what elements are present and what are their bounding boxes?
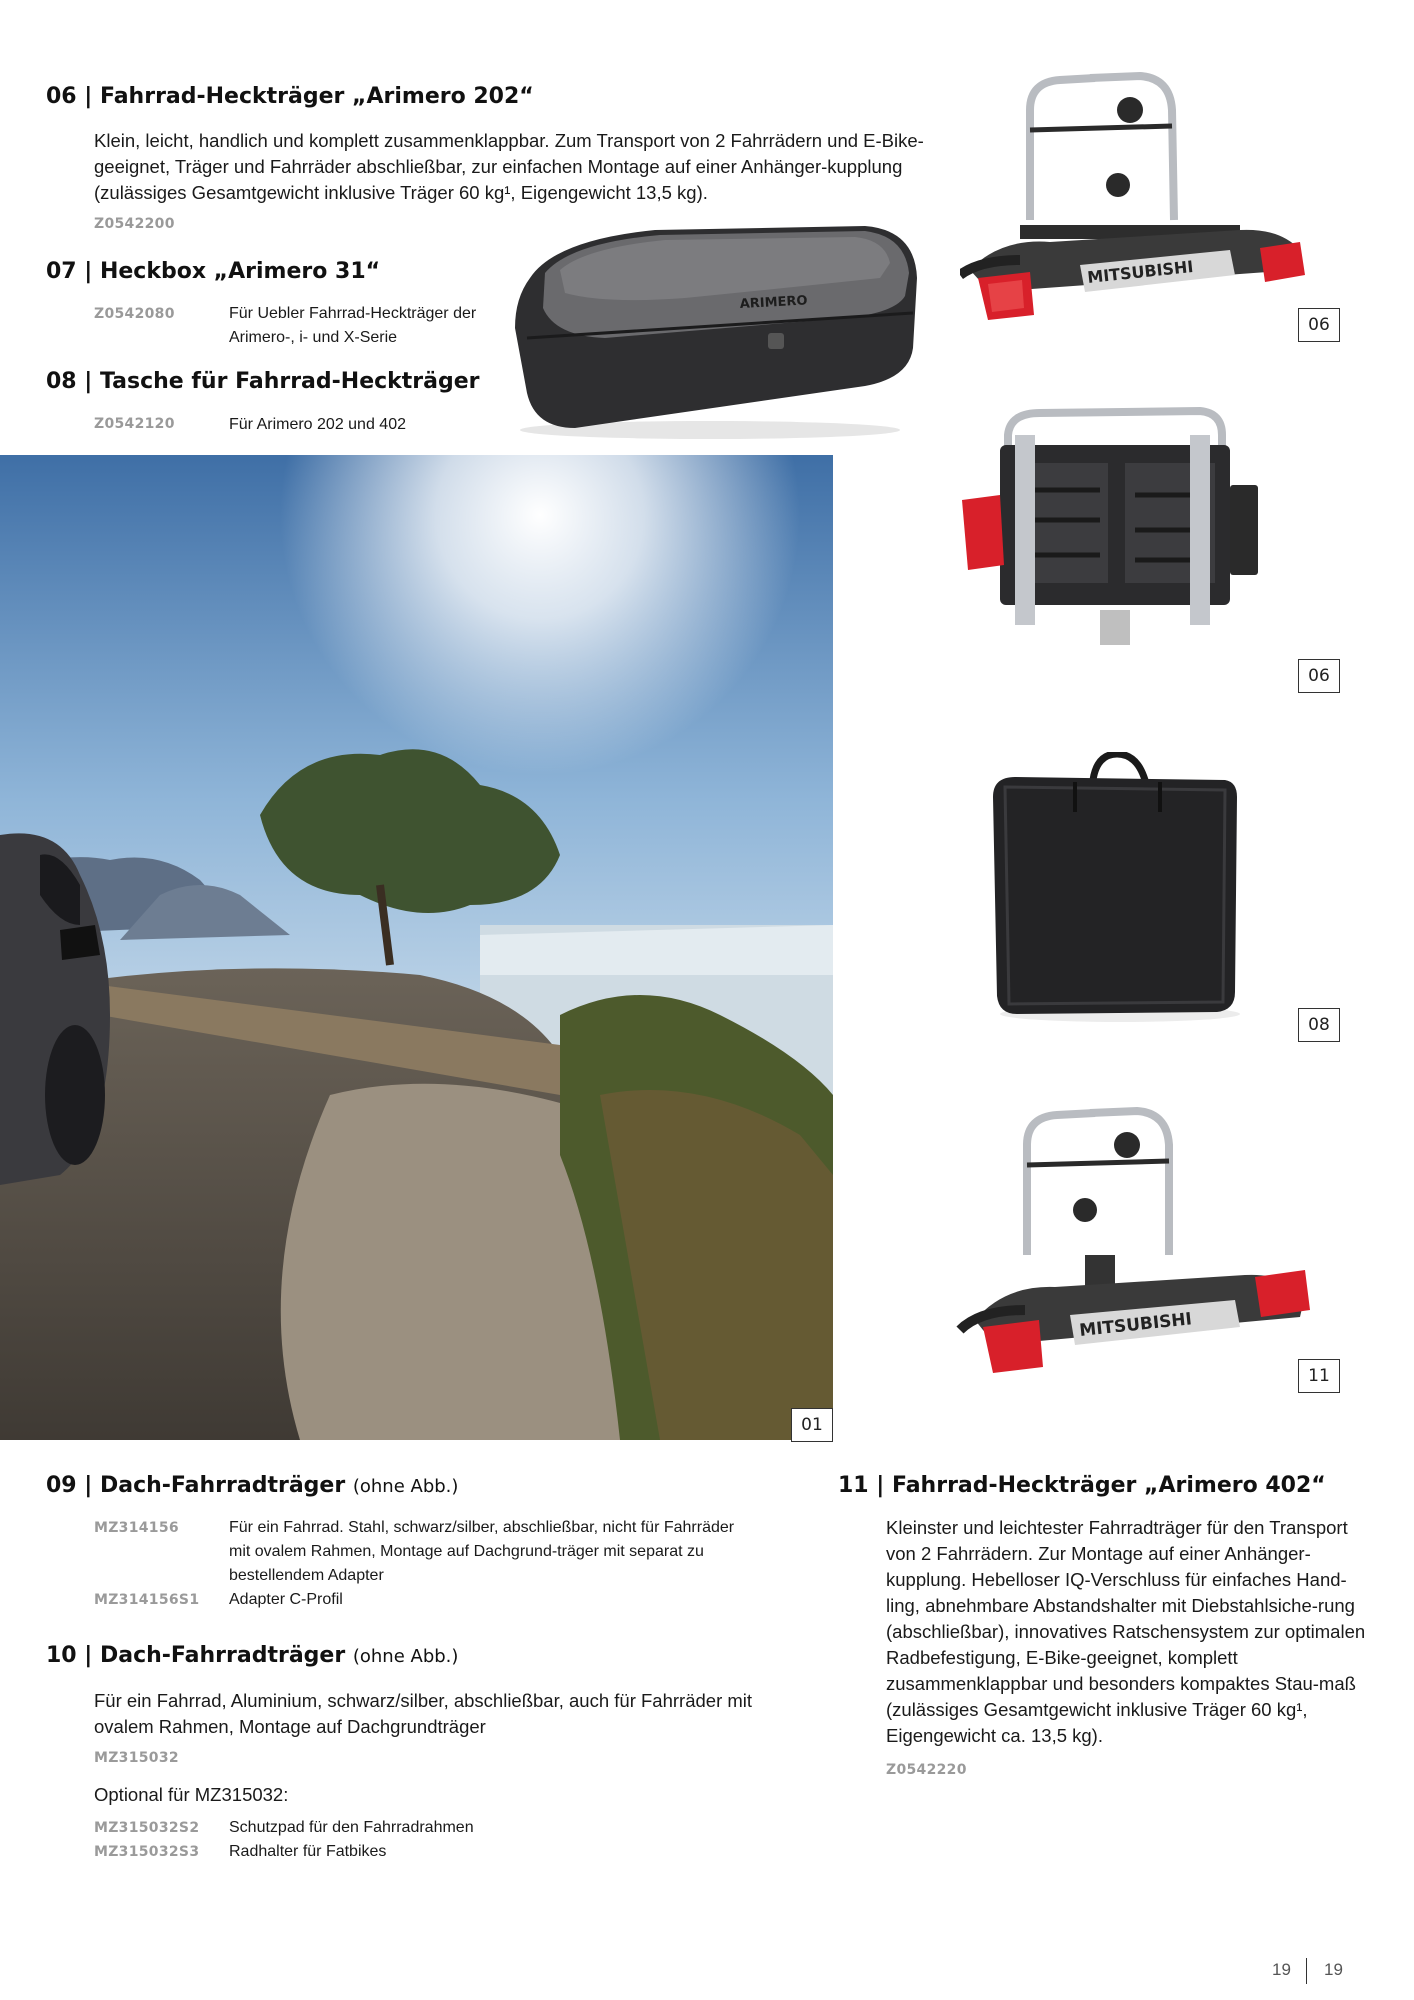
section-10-opt-desc-1: Schutzpad für den Fahrradrahmen <box>229 1819 474 1836</box>
carrier-402-image <box>955 1105 1330 1380</box>
carrier-402-brand: MITSUBISHI <box>1078 1309 1193 1341</box>
section-10-title: 10 | Dach-Fahrradträger (ohne Abb.) <box>46 1643 459 1668</box>
image-tag-11: 11 <box>1298 1359 1340 1393</box>
section-11-code: Z0542220 <box>886 1762 967 1778</box>
page-number-right: 19 <box>1324 1960 1343 1979</box>
section-10-opt-desc-2: Radhalter für Fatbikes <box>229 1843 387 1860</box>
section-08-title: 08 | Tasche für Fahrrad-Heckträger <box>46 369 480 394</box>
landscape-photo <box>0 455 833 1440</box>
section-10-code: MZ315032 <box>94 1750 179 1766</box>
section-10-optional-label: Optional für MZ315032: <box>94 1784 289 1805</box>
heckbox-image <box>485 218 925 443</box>
section-08-desc: Für Arimero 202 und 402 <box>229 416 406 433</box>
section-09-code-1: MZ314156 <box>94 1520 179 1536</box>
section-11-title: 11 | Fahrrad-Heckträger „Arimero 402“ <box>838 1473 1326 1498</box>
carrier-folded-image <box>960 405 1280 650</box>
section-06-body: Klein, leicht, handlich und komplett zusammenklappbar. Zum Transport von 2 Fahrrädern und E-Bike-geeignet, Träger und Fahrräder abschließbar, zur einfachen Montage auf einer Anhänger-kupplung (zulässiges Gesamtgewicht inklusive Träger 60 kg¹, Eigengewicht 13,5 kg). <box>94 130 924 203</box>
image-tag-01: 01 <box>791 1408 833 1442</box>
image-tag-06-top: 06 <box>1298 308 1340 342</box>
section-10-body: Für ein Fahrrad, Aluminium, schwarz/silber, abschließbar, auch für Fahrräder mit ovalem Rahmen, Montage auf Dachgrundträger <box>94 1690 753 1737</box>
section-06-title: 06 | Fahrrad-Heckträger „Arimero 202“ <box>46 84 534 109</box>
section-07-desc: Für Uebler Fahrrad-Heckträger der Arimero-, i- und X-Serie <box>229 305 477 346</box>
carrier-202-image <box>960 70 1330 330</box>
section-07-title: 07 | Heckbox „Arimero 31“ <box>46 259 381 284</box>
image-tag-06-bottom: 06 <box>1298 659 1340 693</box>
bag-image <box>985 752 1250 1027</box>
image-tag-08: 08 <box>1298 1008 1340 1042</box>
section-10-opt-code-1: MZ315032S2 <box>94 1820 200 1836</box>
page-number-divider <box>1306 1958 1307 1984</box>
section-11-body: Kleinster und leichtester Fahrradträger für den Transport von 2 Fahrrädern. Zur Montage auf einer Anhänger-kupplung. Hebelloser IQ-Verschluss für einfaches Hand-ling, abnehmbare Abstandshalter mit Diebstahlsiche-rung (abschließbar), innovatives Ratschensystem zur optimalen Radbefestigung, E-Bike-geeignet, komplett zusammenklappbar und besonders kompaktes Stau-maß (zulässiges Gesamtgewicht inklusive Träger 60 kg¹, Eigengewicht ca. 13,5 kg). <box>886 1517 1366 1746</box>
section-06-code: Z0542200 <box>94 216 175 232</box>
section-07-code: Z0542080 <box>94 306 175 322</box>
section-09-desc-1: Für ein Fahrrad. Stahl, schwarz/silber, abschließbar, nicht für Fahrräder mit ovalem Rahmen, Montage auf Dachgrund-träger mit separat zu bestellendem Adapter <box>229 1519 735 1584</box>
page-number-left: 19 <box>1272 1960 1291 1979</box>
carrier-202-brand: MITSUBISHI <box>1086 256 1195 287</box>
section-10-opt-code-2: MZ315032S3 <box>94 1844 200 1860</box>
section-09-desc-2: Adapter C-Profil <box>229 1591 343 1608</box>
section-08-code: Z0542120 <box>94 416 175 432</box>
box-brand-label: ARIMERO <box>739 293 808 312</box>
section-09-code-2: MZ314156S1 <box>94 1592 200 1608</box>
section-09-title: 09 | Dach-Fahrradträger (ohne Abb.) <box>46 1473 459 1498</box>
